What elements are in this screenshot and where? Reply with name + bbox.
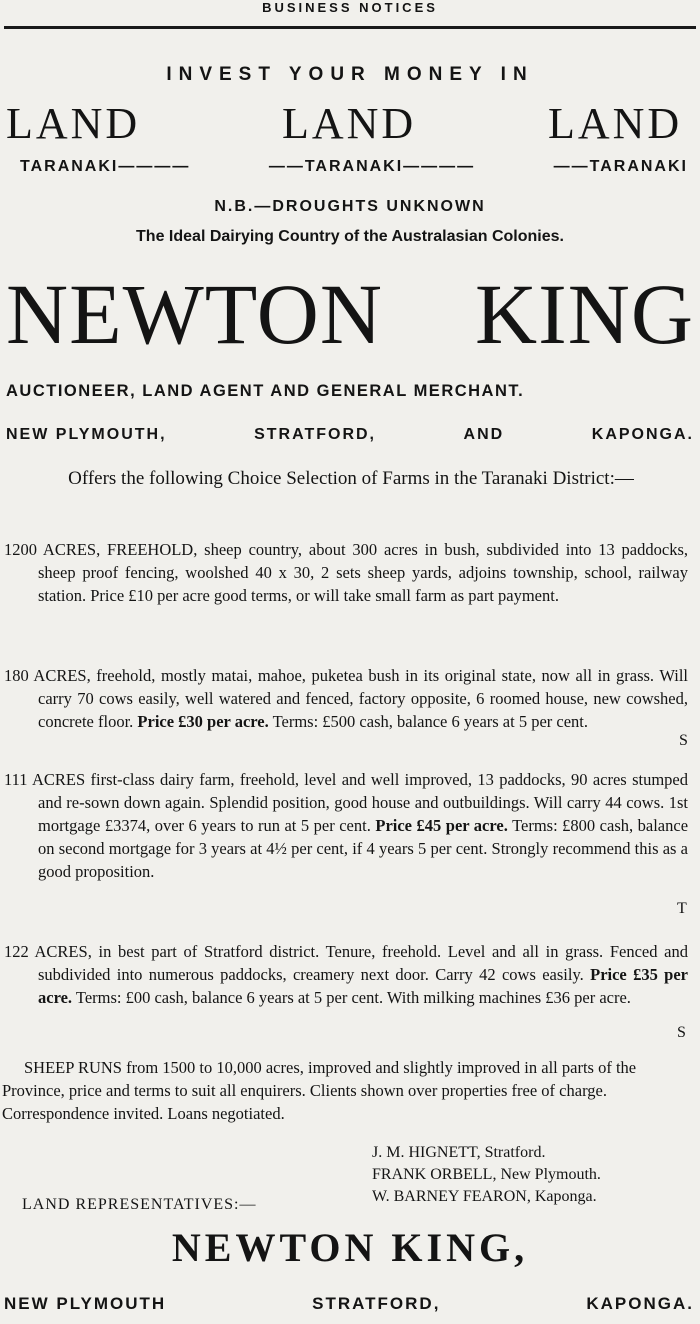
taranaki-row <box>20 158 688 176</box>
company-name <box>6 266 694 362</box>
farm-2-text: 180 ACRES, freehold, mostly matai, mahoe, puketea bush in its original state, now all in grass. Will carry 70 cows easily, well watered and fenced, factory opposite, 6 roomed house, new cowshed, concrete floor. <box>4 666 688 731</box>
taranaki-2: ——TARANAKI———— <box>268 158 476 175</box>
nb-droughts: N.B.—DROUGHTS UNKNOWN <box>214 198 486 215</box>
places-bottom <box>4 1294 694 1314</box>
representatives-list <box>372 1142 601 1208</box>
representative-1: J. M. HIGNETT, Stratford. <box>372 1144 546 1161</box>
footer-company-name: NEWTON KING, <box>171 1225 529 1270</box>
taranaki-3: ——TARANAKI <box>553 158 688 175</box>
farm-1-text: 1200 ACRES, FREEHOLD, sheep country, about 300 acres in bush, subdivided into 13 paddocks, sheep proof fencing, woolshed 40 x 30, 2 sets sheep yards, adjoins township, school, railway station. Price £10 per acre good terms, or will take small farm as part payment. <box>4 540 688 605</box>
farm-listing-2 <box>2 664 688 733</box>
farm-3-price: Price £45 per acre. <box>375 816 508 835</box>
footer-place-kaponga: KAPONGA. <box>586 1294 694 1313</box>
footer-place-new-plymouth: NEW PLYMOUTH <box>4 1294 167 1313</box>
margin-letter-2: T <box>677 900 687 917</box>
place-new-plymouth: NEW PLYMOUTH, <box>6 426 167 443</box>
places-top <box>6 426 694 444</box>
farm-3-terms: Terms: £800 cash, balance on second mortgage for 3 years at 4½ per cent, if 4 years 5 per cent. Strongly recommend this as a good proposition. <box>38 816 689 881</box>
farm-4-price: Price £35 per acre. <box>38 965 688 1007</box>
farm-4-text: 122 ACRES, in best part of Stratford district. Tenure, freehold. Level and all in grass. Fenced and subdivided into numerous paddocks, creamery next door. Carry 42 cows easily. <box>4 942 688 984</box>
farm-3-text: 111 ACRES first-class dairy farm, freehold, level and well improved, 13 paddocks, 90 acres stumped and re-sown down again. Splendid position, good house and outbuildings. Will carry 44 cows. 1st mortgage £3374, over 6 years to run at 5 per cent. <box>4 770 688 835</box>
section-header: BUSINESS NOTICES <box>262 0 438 15</box>
farm-listing-3 <box>2 768 688 883</box>
land-word-1: LAND <box>6 99 141 148</box>
margin-letter-1: S <box>679 732 688 749</box>
taranaki-1: TARANAKI———— <box>20 158 191 175</box>
sheep-runs-text: SHEEP RUNS from 1500 to 10,000 acres, improved and slightly improved in all parts of the Province, price and terms to suit all enquirers. Clients shown over properties free of charge. Correspondence invited. Loans negotiated. <box>2 1058 637 1123</box>
ideal-country-tagline: The Ideal Dairying Country of the Australasian Colonies. <box>136 228 564 245</box>
farm-2-price: Price £30 per acre. <box>137 712 269 731</box>
sheep-runs-paragraph <box>2 1056 692 1125</box>
footer-place-stratford: STRATFORD, <box>312 1294 441 1313</box>
invest-heading: INVEST YOUR MONEY IN <box>166 64 534 85</box>
representative-2: FRANK ORBELL, New Plymouth. <box>372 1166 601 1183</box>
place-and: AND <box>463 426 505 443</box>
land-word-2: LAND <box>282 99 417 148</box>
margin-letter-3: S <box>677 1024 686 1041</box>
land-representatives-label: LAND REPRESENTATIVES:— <box>22 1196 257 1213</box>
company-name-second: KING <box>475 266 694 362</box>
farm-listing-4 <box>2 940 688 1009</box>
place-stratford: STRATFORD, <box>254 426 376 443</box>
farm-2-terms: Terms: £500 cash, balance 6 years at 5 per cent. <box>272 712 589 731</box>
place-kaponga: KAPONGA. <box>591 426 694 443</box>
land-word-3: LAND <box>548 99 683 148</box>
representative-3: W. BARNEY FEARON, Kaponga. <box>372 1188 597 1205</box>
offers-intro: Offers the following Choice Selection of Farms in the Taranaki District:— <box>68 468 634 489</box>
farm-4-terms: Terms: £00 cash, balance 6 years at 5 per cent. With milking machines £36 per acre. <box>75 988 631 1007</box>
auctioneer-line: AUCTIONEER, LAND AGENT AND GENERAL MERCHANT. <box>6 382 525 400</box>
top-rule <box>4 26 696 29</box>
company-name-first: NEWTON <box>6 266 384 362</box>
farm-listing-1 <box>2 538 688 607</box>
